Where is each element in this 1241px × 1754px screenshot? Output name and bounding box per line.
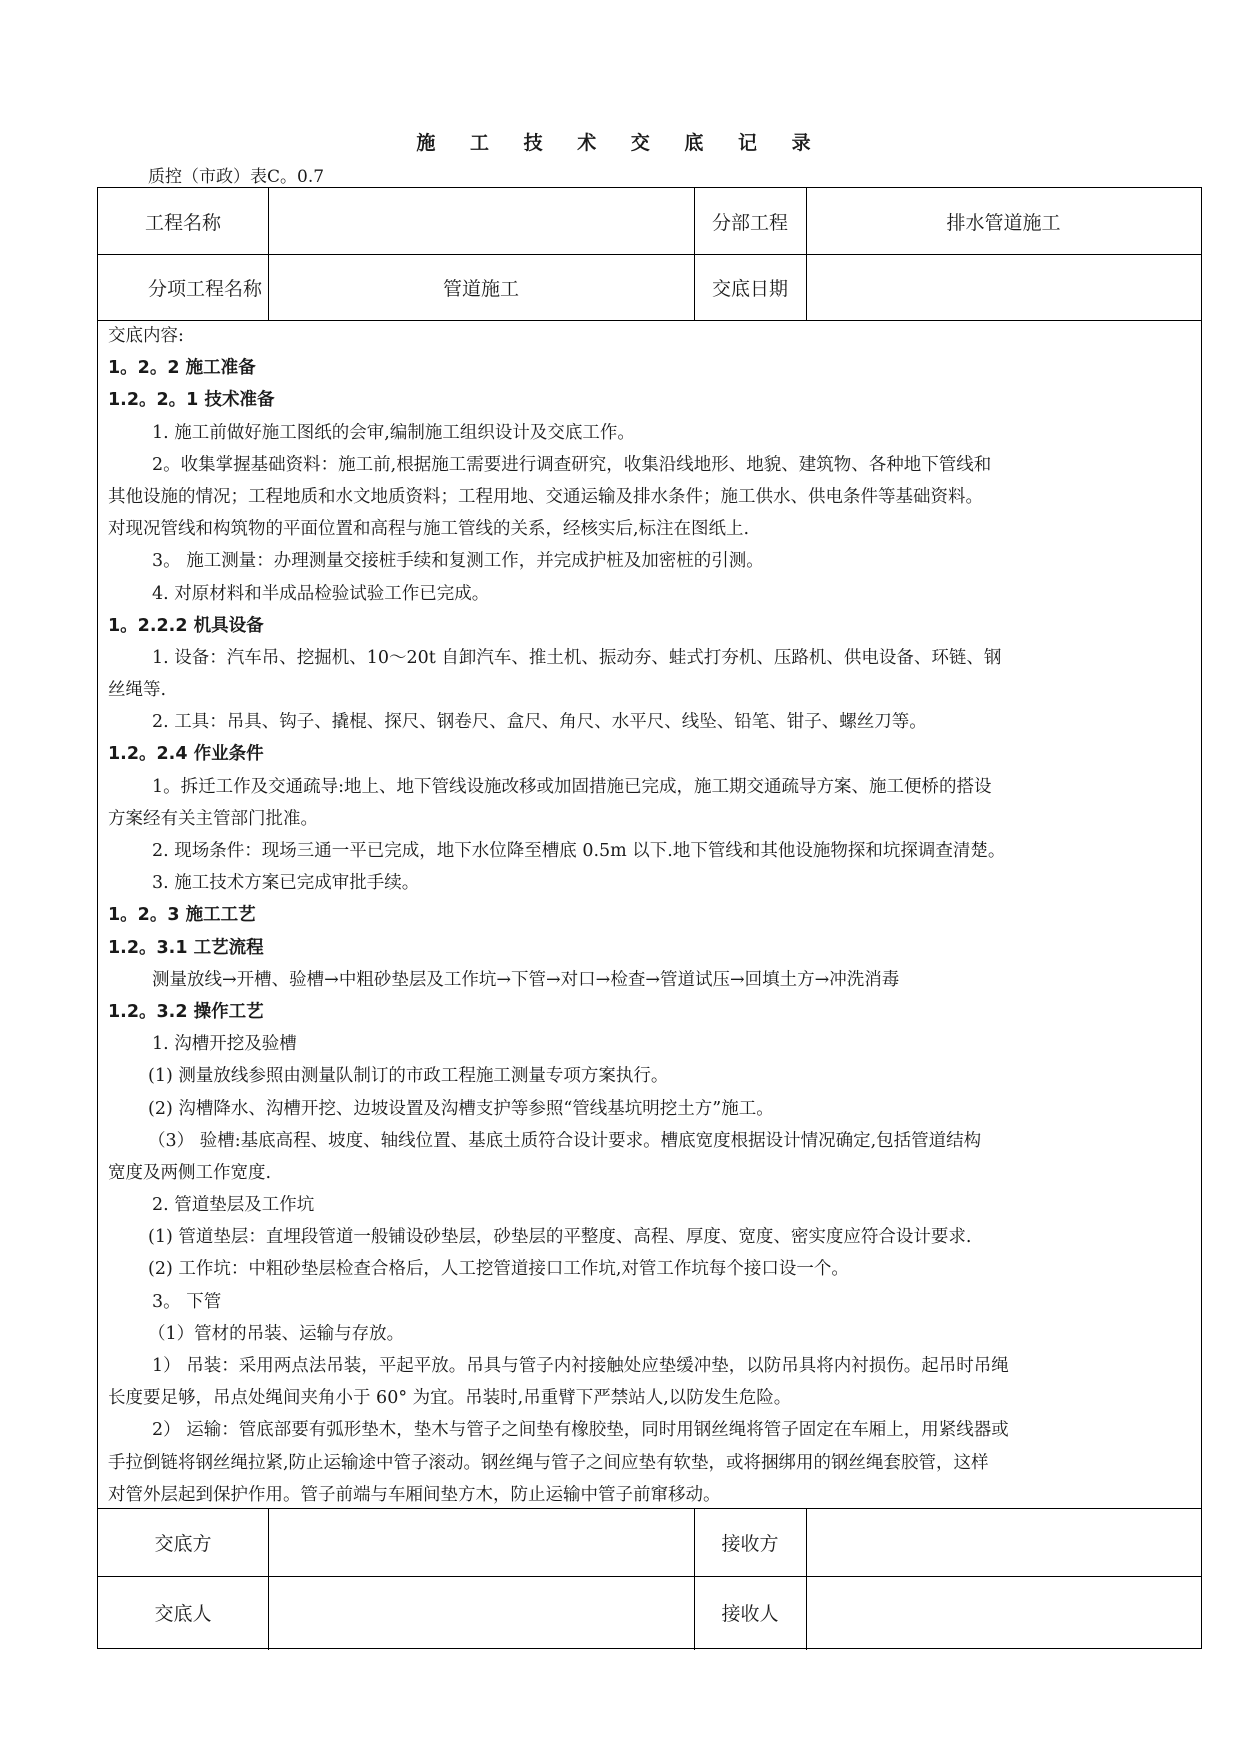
section-heading: 1.2。3.1 工艺流程 (108, 937, 264, 958)
division-label: 分部工程 (711, 211, 788, 234)
content-line: 2。收集掌握基础资料：施工前,根据施工需要进行调查研究，收集沿线地形、地貌、建筑物、各种地下管线和 (152, 454, 992, 475)
section-heading: 1。2.2.2 机具设备 (108, 615, 264, 636)
content-line: 2. 管道垫层及工作坑 (152, 1195, 315, 1216)
content-line: 2. 工具：吊具、钩子、撬棍、探尺、钢卷尺、盒尺、角尺、水平尺、线坠、铅笔、钳子、螺丝刀等。 (152, 712, 927, 733)
disclosure-record-table (97, 187, 1202, 1649)
content-line: (1) 管道垫层：直埋段管道一般铺设砂垫层，砂垫层的平整度、高程、厚度、宽度、密实度应符合设计要求. (148, 1227, 972, 1248)
section-heading: 1。2。2 施工准备 (108, 358, 256, 379)
disclosure-content (98, 320, 1201, 1508)
content-line: 3。 施工测量：办理测量交接桩手续和复测工作，并完成护桩及加密桩的引测。 (152, 551, 764, 572)
content-line: 测量放线→开槽、验槽→中粗砂垫层及工作坑→下管→对口→检查→管道试压→回填土方→冲洗消毒 (152, 969, 900, 990)
content-line: (2) 工作坑：中粗砂垫层检查合格后，人工挖管道接口工作坑,对管工作坑每个接口设一个。 (148, 1259, 849, 1280)
content-label: 交底内容: (108, 326, 184, 346)
content-line: 手拉倒链将钢丝绳拉紧,防止运输途中管子滚动。钢丝绳与管子之间应垫有软垫，或将捆绑用的钢丝绳套胶管，这样 (108, 1452, 989, 1473)
subitem-field[interactable]: 管道施工 (442, 277, 519, 300)
subitem-label: 分项工程名称 (147, 277, 262, 300)
content-line: 1. 施工前做好施工图纸的会审,编制施工组织设计及交底工作。 (152, 422, 635, 443)
content-line: 2. 现场条件：现场三通一平已完成，地下水位降至槽底 0.5m 以下.地下管线和其他设施物探和坑探调查清楚。 (152, 841, 1006, 861)
project-name-field[interactable] (268, 188, 694, 254)
division-field[interactable]: 排水管道施工 (946, 211, 1061, 234)
content-line: 丝绳等. (108, 680, 167, 701)
receiver-label: 接收人 (721, 1602, 779, 1625)
content-line: 其他设施的情况；工程地质和水文地质资料；工程用地、交通运输及排水条件；施工供水、供电条件等基础资料。 (108, 486, 983, 507)
document-title: 施 工 技 术 交 底 记 录 (416, 132, 825, 154)
content-line: 对管外层起到保护作用。管子前端与车厢间垫方木，防止运输中管子前窜移动。 (108, 1484, 721, 1505)
content-line: 方案经有关主管部门批准。 (108, 808, 318, 829)
content-line: 对现况管线和构筑物的平面位置和高程与施工管线的关系，经核实后,标注在图纸上. (108, 519, 750, 540)
handover-person-field[interactable] (268, 1576, 694, 1648)
content-line: 宽度及两侧工作宽度. (108, 1162, 272, 1183)
content-line: （3） 验槽:基底高程、坡度、轴线位置、基底土质符合设计要求。槽底宽度根据设计情况确定,包括管道结构 (148, 1130, 982, 1151)
handover-person-label: 交底人 (154, 1602, 212, 1625)
content-line: 2） 运输：管底部要有弧形垫木，垫木与管子之间垫有橡胶垫，同时用钢丝绳将管子固定在车厢上，用紧线器或 (152, 1420, 1009, 1441)
date-label: 交底日期 (711, 277, 788, 300)
content-line: 长度要足够，吊点处绳间夹角小于 60° 为宜。吊装时,吊重臂下严禁站人,以防发生危险。 (108, 1388, 792, 1409)
content-body (108, 352, 1201, 1508)
content-line: 1。拆迁工作及交通疏导:地上、地下管线设施改移或加固措施已完成，施工期交通疏导方案、施工便桥的搭设 (152, 776, 992, 797)
receiving-party-label: 接收方 (721, 1532, 779, 1555)
section-heading: 1.2。2。1 技术准备 (108, 390, 275, 411)
content-line: (1) 测量放线参照由测量队制订的市政工程施工测量专项方案执行。 (148, 1066, 669, 1087)
handover-party-label: 交底方 (154, 1532, 212, 1555)
content-line: 1. 沟槽开挖及验槽 (152, 1034, 297, 1055)
content-line: 4. 对原材料和半成品检验试验工作已完成。 (152, 583, 490, 604)
content-line: (2) 沟槽降水、沟槽开挖、边坡设置及沟槽支护等参照“管线基坑明挖土方”施工。 (148, 1098, 774, 1119)
handover-party-field[interactable] (268, 1508, 694, 1576)
receiving-party-field[interactable] (806, 1508, 1201, 1576)
content-line: 3。 下管 (152, 1291, 222, 1312)
receiver-field[interactable] (806, 1576, 1201, 1648)
section-heading: 1.2。3.2 操作工艺 (108, 1001, 264, 1022)
content-line: 1） 吊装：采用两点法吊装，平起平放。吊具与管子内衬接触处应垫缓冲垫，以防吊具将内衬损伤。起吊时吊绳 (152, 1356, 1009, 1376)
content-line: （1）管材的吊装、运输与存放。 (148, 1323, 405, 1344)
section-heading: 1。2。3 施工工艺 (108, 905, 256, 926)
content-line: 1. 设备：汽车吊、挖掘机、10～20t 自卸汽车、推土机、振动夯、蛙式打夯机、压路机、供电设备、环链、钢 (152, 647, 1002, 668)
project-name-label: 工程名称 (144, 211, 221, 234)
content-line: 3. 施工技术方案已完成审批手续。 (152, 873, 420, 894)
section-heading: 1.2。2.4 作业条件 (108, 744, 264, 765)
form-code: 质控（市政）表C。0.7 (148, 167, 325, 187)
date-field[interactable] (806, 254, 1201, 320)
